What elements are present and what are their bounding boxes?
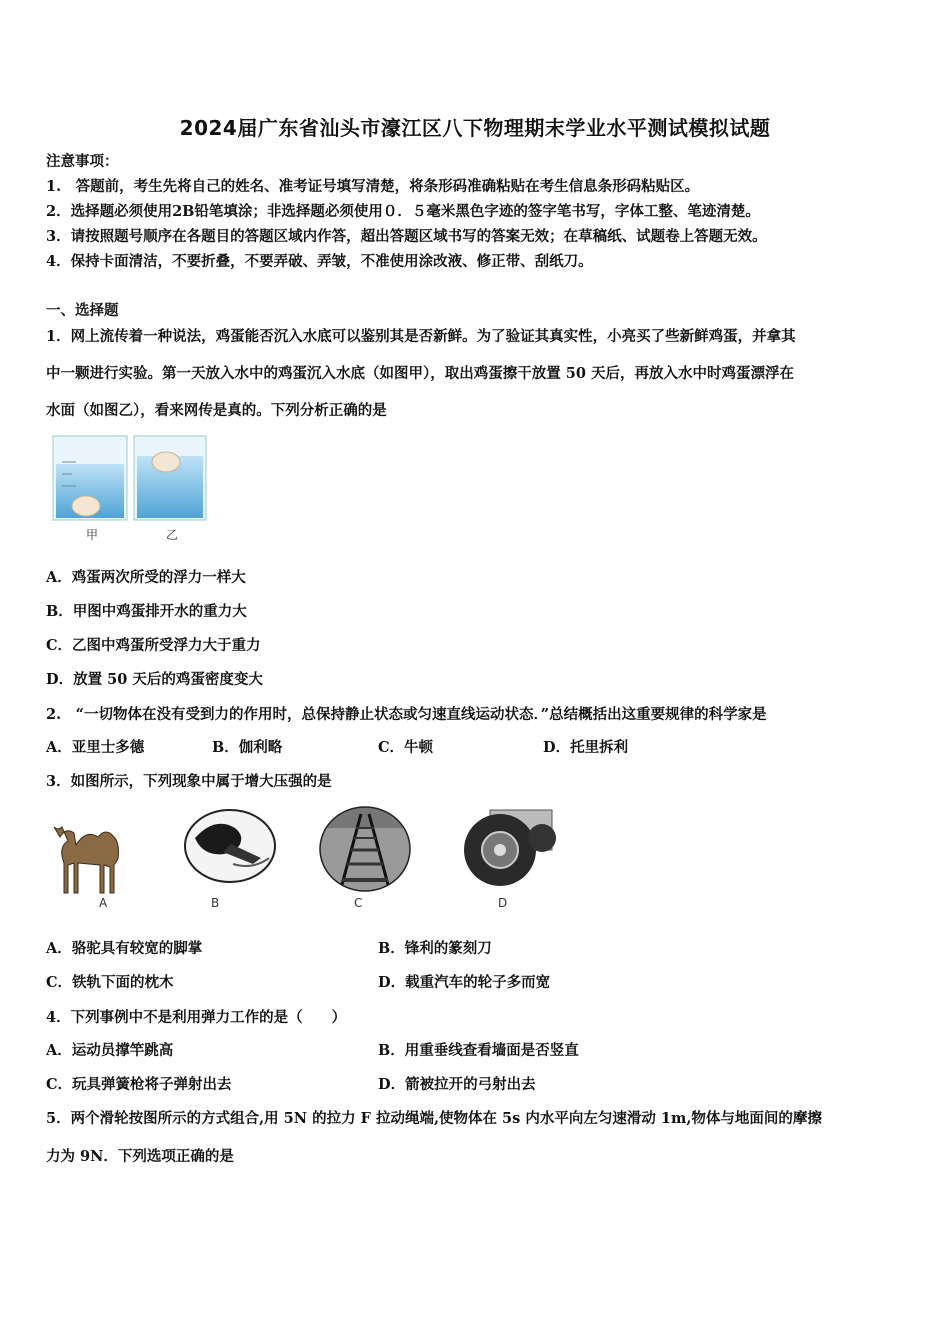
q1-option-a: A．鸡蛋两次所受的浮力一样大 (46, 569, 246, 586)
q3-caption-c: C (354, 896, 363, 910)
notice-item: 1. 答题前，考生先将自己的姓名、准考证号填写清楚，将条形码准确粘贴在考生信息条形码粘贴区。 (46, 178, 700, 195)
page-title: 2024届广东省汕头市濠江区八下物理期末学业水平测试模拟试题 (179, 116, 771, 140)
q2-option-a: A．亚里士多德 (46, 739, 145, 756)
q1-caption-jia: 甲 (86, 528, 99, 542)
beaker-yi (134, 436, 206, 520)
q3-option-c: C．铁轨下面的枕木 (46, 974, 174, 991)
q3-text: 3．如图所示，下列现象中属于增大压强的是 (46, 773, 332, 790)
carving-knife-figure (183, 808, 277, 884)
railway-sleepers-figure (318, 806, 412, 892)
q5-text: 力为 9N．下列选项正确的是 (46, 1148, 234, 1165)
q2-option-b: B．伽利略 (212, 739, 283, 756)
q4-option-d: D．箭被拉开的弓射出去 (378, 1076, 536, 1093)
notice-item: 4．保持卡面清洁，不要折叠，不要弄破、弄皱，不准使用涂改液、修正带、刮纸刀。 (46, 253, 593, 270)
q1-caption-yi: 乙 (166, 528, 179, 542)
q2-text: 2. “一切物体在没有受到力的作用时，总保持静止状态或匀速直线运动状态．”总结概括出这重要规律的科学家是 (46, 706, 767, 723)
q3-option-a: A．骆驼具有较宽的脚掌 (46, 940, 203, 957)
q1-text: 1．网上流传着一种说法，鸡蛋能否沉入水底可以鉴别其是否新鲜。为了验证其真实性，小亮买了些新鲜鸡蛋，并拿其 (46, 328, 796, 345)
q5-text: 5．两个滑轮按图所示的方式组合,用 5N 的拉力 F 拉动绳端,使物体在 5s 内水平向左匀速滑动 1m,物体与地面间的摩擦 (46, 1110, 822, 1127)
section-heading: 一、选择题 (46, 302, 119, 319)
q1-text: 水面（如图乙），看来网传是真的。下列分析正确的是 (46, 402, 387, 419)
q4-option-a: A．运动员撑竿跳高 (46, 1042, 174, 1059)
truck-wheels-figure (460, 804, 556, 892)
q1-beakers-figure (50, 434, 210, 524)
notice-item: 3．请按照题号顺序在各题目的答题区域内作答，超出答题区域书写的答案无效；在草稿纸、试题卷上答题无效。 (46, 228, 767, 245)
q3-option-d: D．载重汽车的轮子多而宽 (378, 974, 551, 991)
beaker-jia (53, 436, 127, 520)
q2-option-d: D．托里拆利 (543, 739, 629, 756)
notice-heading: 注意事项： (46, 153, 119, 170)
q4-option-b: B．用重垂线查看墙面是否竖直 (378, 1042, 579, 1059)
q3-caption-d: D (498, 896, 508, 910)
notice-item: 2．选择题必须使用2B铅笔填涂；非选择题必须使用０．５毫米黑色字迹的签字笔书写，字体工整、笔迹清楚。 (46, 203, 760, 220)
q1-text: 中一颗进行实验。第一天放入水中的鸡蛋沉入水底（如图甲），取出鸡蛋擦干放置 50 天后，再放入水中时鸡蛋漂浮在 (46, 365, 795, 382)
q3-caption-a: A (99, 896, 108, 910)
q4-text: 4．下列事例中不是利用弹力工作的是（ ） (46, 1009, 347, 1026)
q4-option-c: C．玩具弹簧枪将子弹射出去 (46, 1076, 232, 1093)
q2-option-c: C．牛顿 (378, 739, 434, 756)
q3-caption-b: B (211, 896, 220, 910)
q1-option-b: B．甲图中鸡蛋排开水的重力大 (46, 603, 247, 620)
q1-option-d: D．放置 50 天后的鸡蛋密度变大 (46, 671, 263, 688)
camel-figure (50, 815, 128, 895)
q1-option-c: C．乙图中鸡蛋所受浮力大于重力 (46, 637, 261, 654)
q3-option-b: B．锋利的篆刻刀 (378, 940, 492, 957)
